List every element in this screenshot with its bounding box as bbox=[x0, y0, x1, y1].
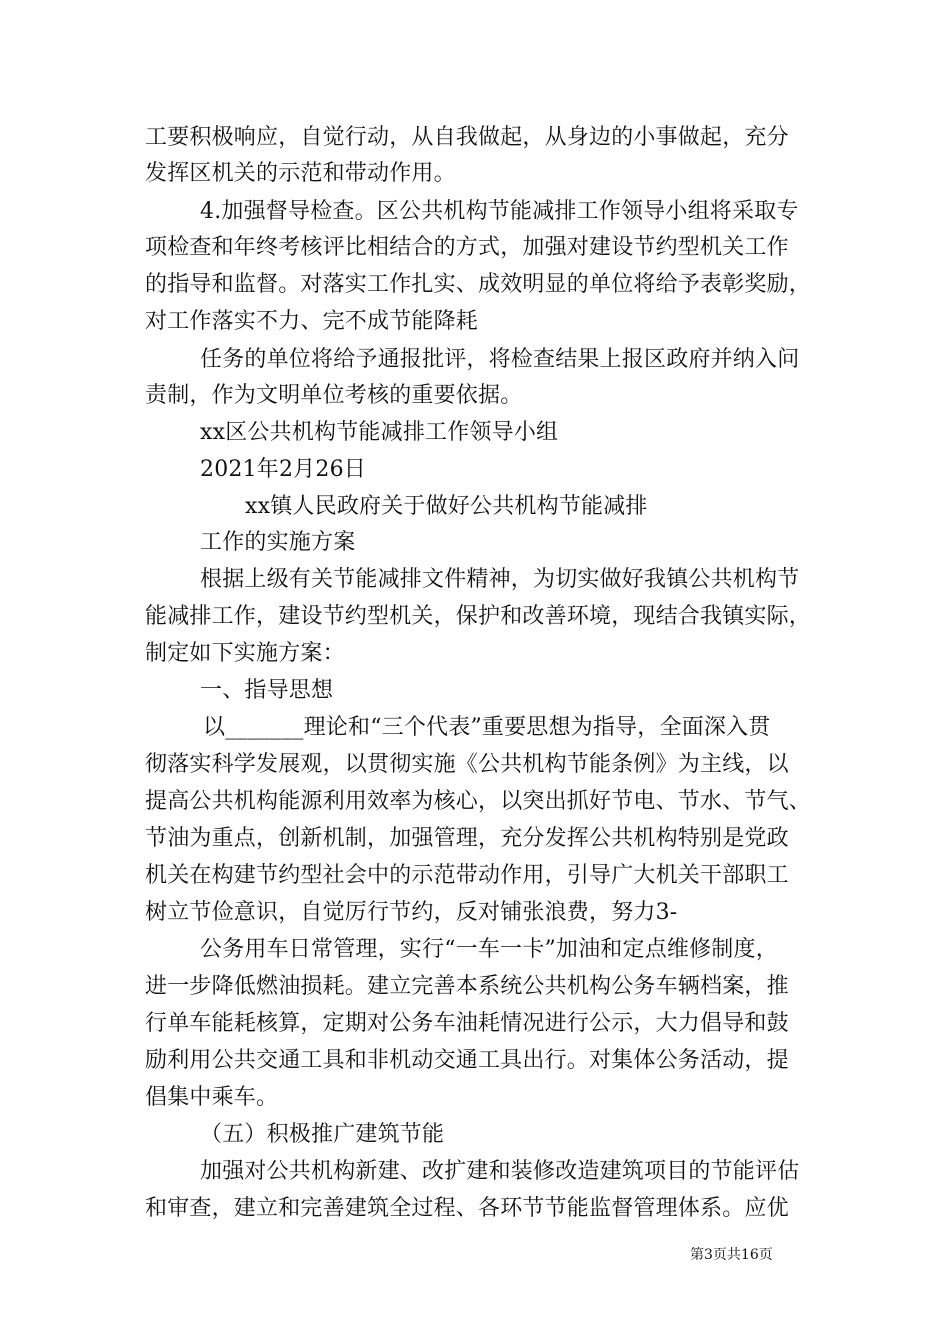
text-line: 进一步降低燃油损耗。建立完善本系统公共机构公务车辆档案，推 bbox=[145, 974, 789, 999]
text-line: 制定如下实施方案： bbox=[145, 641, 345, 666]
text-line: 和审查，建立和完善建筑全过程、各环节节能监督管理体系。应优 bbox=[145, 1196, 789, 1221]
text-line: 彻落实科学发展观，以贯彻实施《公共机构节能条例》为主线，以 bbox=[145, 752, 789, 777]
text-line: 发挥区机关的示范和带动作用。 bbox=[145, 161, 456, 186]
text-line: 工要积极响应，自觉行动，从自我做起，从身边的小事做起，充分 bbox=[145, 125, 789, 150]
text-line: 行单车能耗核算，定期对公务车油耗情况进行公示，大力倡导和鼓 bbox=[145, 1011, 789, 1036]
text-line: 加强对公共机构新建、改扩建和装修改造建筑项目的节能评估 bbox=[200, 1159, 800, 1184]
text-line: 树立节俭意识，自觉厉行节约，反对铺张浪费，努力3- bbox=[145, 900, 678, 925]
section-title: xx镇人民政府关于做好公共机构节能减排 bbox=[245, 494, 648, 519]
text-line: 提高公共机构能源利用效率为核心，以突出抓好节电、节水、节气、 bbox=[145, 789, 812, 814]
text-line: 对工作落实不力、完不成节能降耗 bbox=[145, 309, 479, 334]
heading: （五）积极推广建筑节能 bbox=[200, 1122, 445, 1147]
heading: 一、指导思想 bbox=[200, 678, 334, 703]
text-line: 责制，作为文明单位考核的重要依据。 bbox=[145, 383, 523, 408]
text-line: 能减排工作，建设节约型机关，保护和改善环境，现结合我镇实际， bbox=[145, 604, 812, 629]
text-line: 公务用车日常管理，实行“一车一卡”加油和定点维修制度， bbox=[200, 937, 778, 962]
text-line: 倡集中乘车。 bbox=[145, 1085, 279, 1110]
text-line: 机关在构建节约型社会中的示范带动作用，引导广大机关干部职工 bbox=[145, 863, 789, 888]
signature-org: xx区公共机构节能减排工作领导小组 bbox=[200, 420, 559, 445]
text-line: 4.加强督导检查。区公共机构节能减排工作领导小组将采取专 bbox=[200, 199, 799, 224]
text-line: 根据上级有关节能减排文件精神，为切实做好我镇公共机构节 bbox=[200, 567, 800, 592]
text-line: 任务的单位将给予通报批评，将检查结果上报区政府并纳入问 bbox=[200, 347, 800, 372]
text-line: 节油为重点，创新机制，加强管理，充分发挥公共机构特别是党政 bbox=[145, 826, 789, 851]
text-line: 项检查和年终考核评比相结合的方式，加强对建设节约型机关工作 bbox=[145, 235, 789, 260]
text-line: 以_______理论和“三个代表”重要思想为指导，全面深入贯 bbox=[203, 715, 771, 740]
text-line: 的指导和监督。对落实工作扎实、成效明显的单位将给予表彰奖励， bbox=[145, 272, 812, 297]
text-line: 励利用公共交通工具和非机动交通工具出行。对集体公务活动，提 bbox=[145, 1048, 789, 1073]
page-number-footer: 第3页共16页 bbox=[690, 1247, 773, 1263]
signature-date: 2021年2月26日 bbox=[200, 457, 366, 482]
section-title: 工作的实施方案 bbox=[200, 530, 356, 555]
